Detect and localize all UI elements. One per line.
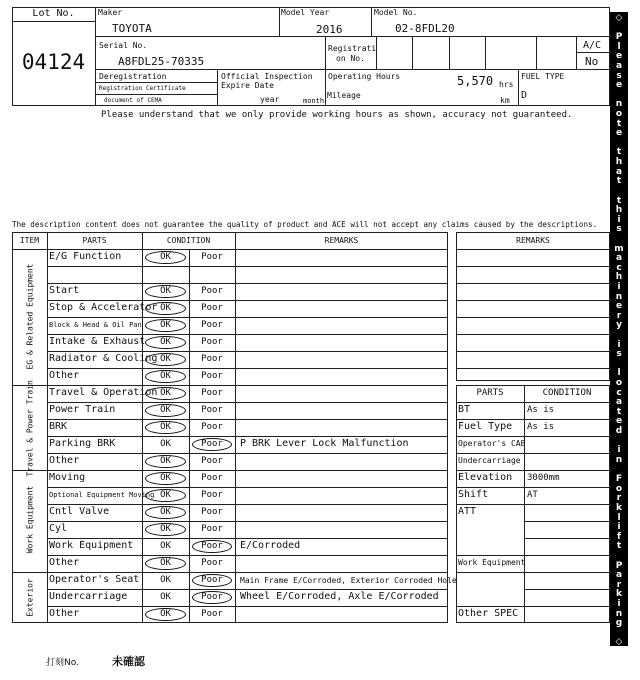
sidebar-char: t (616, 118, 622, 129)
ac-value: No (585, 55, 599, 68)
col-item-header: ITEM (19, 236, 40, 245)
ok-circle-mark (145, 285, 186, 298)
sidebar-char: n (615, 608, 623, 619)
condition-ok: OK (160, 371, 171, 381)
part-label: Operator's Seat (49, 574, 140, 585)
condition-ok: OK (160, 422, 171, 432)
sidebar-char: i (617, 281, 621, 292)
part-label: Work Equipment (49, 540, 134, 551)
sidebar-char: a (615, 253, 623, 264)
sidebar-char: t (616, 176, 622, 187)
location-notice-sidebar (610, 12, 628, 646)
sidebar-char: n (615, 454, 623, 465)
notice-hours: Please understand that we only provide working hours as shown, accuracy not guaranteed. (101, 110, 573, 120)
condition-poor: Poor (201, 252, 223, 262)
ok-circle-mark (145, 608, 186, 621)
sidebar-char: m (614, 243, 624, 254)
sidebar-char: n (615, 99, 623, 110)
sidebar-char: e (615, 128, 623, 139)
part-label: Other (49, 455, 80, 466)
sidebar-char: i (617, 598, 621, 609)
sidebar-char: l (617, 368, 621, 379)
remark-text: P BRK Lever Lock Malfunction (240, 438, 409, 449)
lot-no-label: Lot No. (32, 8, 75, 19)
model-no-value: 02-8FDL20 (395, 22, 455, 35)
sidebar-char: l (617, 512, 621, 523)
sidebar-char: f (617, 531, 621, 542)
sidebar-char: c (616, 387, 622, 398)
sidebar-char: d (615, 426, 623, 437)
sidebar-char: o (615, 109, 623, 120)
part-label: Parking BRK (49, 438, 116, 449)
spec-part-label: Undercarriage (458, 456, 521, 465)
condition-ok: OK (160, 490, 171, 500)
spec-part-label: Shift (458, 489, 489, 500)
sidebar-char: g (615, 618, 623, 629)
hrs-unit: hrs (499, 80, 514, 89)
ok-circle-mark (145, 370, 186, 383)
sidebar-char: i (617, 339, 621, 350)
part-label: Radiator & Cooling (49, 353, 158, 364)
col-parts-header: PARTS (82, 236, 107, 245)
group-eg-related-equipment: EG & Related Equipment (25, 263, 35, 370)
condition-ok: OK (160, 303, 171, 313)
sidebar-char: a (615, 570, 623, 581)
disclaimer: The description content does not guarantee the quality of product and ACE will not accept any claims caused by the descriptions. (12, 220, 598, 229)
sidebar-char: ◇ (615, 13, 623, 23)
condition-poor: Poor (201, 354, 223, 364)
part-label: Other (49, 557, 80, 568)
sidebar-char: a (615, 397, 623, 408)
lot-no: 04124 (21, 50, 86, 74)
spec-condition-value: AT (527, 490, 538, 500)
serial-no-label: Serial No. (99, 41, 148, 50)
sidebar-char: h (615, 272, 623, 283)
sidebar-char: i (617, 214, 621, 225)
condition-poor: Poor (201, 490, 223, 500)
sidebar-char: r (616, 579, 622, 590)
ok-circle-mark (145, 353, 186, 366)
operating-hours-label: Operating Hours (328, 72, 401, 81)
condition-poor: Poor (201, 507, 223, 517)
ok-circle-mark (145, 421, 186, 434)
col-condition-header: CONDITION (166, 236, 211, 245)
year-label: year (260, 95, 280, 104)
condition-ok: OK (160, 354, 171, 364)
ok-circle-mark (145, 472, 186, 485)
model-year-label: Model Year (281, 8, 330, 17)
mileage-label: Mileage (327, 91, 361, 100)
part-label: Travel & Operation (49, 387, 158, 398)
sidebar-char: e (615, 80, 623, 91)
part-label: Block & Head & Oil Pan (49, 321, 142, 329)
remark-text: Main Frame E/Corroded, Exterior Corroded Hole (240, 576, 457, 585)
condition-ok: OK (160, 439, 171, 449)
month-label: month (303, 97, 325, 105)
part-label: Start (49, 285, 80, 296)
sidebar-char: t (616, 147, 622, 158)
sidebar-char: P (615, 560, 623, 571)
ac-label: A/C (583, 40, 602, 51)
condition-poor: Poor (201, 558, 223, 568)
maker-value: TOYOTA (112, 22, 152, 35)
stamp-no-value: 未確認 (112, 655, 145, 668)
official-inspection-label: Official Inspection (221, 72, 313, 81)
ok-circle-mark (145, 455, 186, 468)
condition-poor: Poor (201, 422, 223, 432)
condition-poor: Poor (201, 592, 223, 602)
condition-poor: Poor (201, 575, 223, 585)
sidebar-char: P (615, 32, 623, 43)
spec-part-label: Work Equipment (458, 558, 526, 567)
sidebar-char: s (616, 349, 622, 360)
condition-poor: Poor (201, 286, 223, 296)
spec-condition-value: As is (527, 422, 555, 432)
fuel-type-value: D (521, 90, 528, 101)
condition-ok: OK (160, 524, 171, 534)
ok-circle-mark (145, 387, 186, 400)
remark-text: Wheel E/Corroded, Axle E/Corroded (240, 591, 439, 602)
condition-ok: OK (160, 575, 171, 585)
spec-part-label: Elevation (458, 472, 513, 483)
poor-circle-mark (192, 591, 232, 604)
sidebar-char: k (616, 502, 622, 513)
cema-label: document of CEMA (104, 97, 162, 104)
sidebar-char: o (615, 483, 623, 494)
condition-poor: Poor (201, 405, 223, 415)
spec-part-label: Operator's CAB (458, 439, 526, 448)
condition-poor: Poor (201, 524, 223, 534)
group-travel-power-train: Travel & Power Train (25, 380, 35, 477)
condition-ok: OK (160, 252, 171, 262)
ok-circle-mark (145, 404, 186, 417)
condition-ok: OK (160, 337, 171, 347)
part-label: E/G Function (49, 251, 122, 262)
poor-circle-mark (192, 574, 232, 587)
spec-part-label: ATT (458, 506, 477, 517)
condition-poor: Poor (201, 388, 223, 398)
ok-circle-mark (145, 506, 186, 519)
ok-circle-mark (145, 557, 186, 570)
ok-circle-mark (145, 302, 186, 315)
sidebar-char: c (616, 262, 622, 273)
condition-ok: OK (160, 558, 171, 568)
group-work-equipment: Work Equipment (25, 485, 35, 554)
maker-label: Maker (98, 8, 123, 17)
sidebar-char: l (617, 41, 621, 52)
part-label: Intake & Exhaust (49, 336, 146, 347)
spec-condition-value: 3000mm (527, 473, 560, 483)
condition-poor: Poor (201, 541, 223, 551)
sidebar-char: F (615, 474, 623, 485)
fuel-type-label: FUEL TYPE (521, 72, 565, 81)
condition-ok: OK (160, 456, 171, 466)
sidebar-char: i (617, 445, 621, 456)
km-unit: km (500, 96, 510, 105)
part-label: BRK (49, 421, 68, 432)
ok-circle-mark (145, 251, 186, 264)
condition-ok: OK (160, 541, 171, 551)
ok-circle-mark (145, 336, 186, 349)
part-label: Other (49, 608, 80, 619)
operating-hours-value: 5,570 (457, 74, 494, 88)
condition-poor: Poor (201, 456, 223, 466)
remark-text: E/Corroded (240, 540, 301, 551)
ok-circle-mark (145, 319, 186, 332)
col-remarks-header: REMARKS (324, 236, 359, 245)
sidebar-char: o (615, 378, 623, 389)
part-label: Other (49, 370, 80, 381)
part-label: Moving (49, 472, 86, 483)
ok-circle-mark (145, 523, 186, 536)
stamp-no-label: 打刻No. (46, 658, 79, 668)
condition-ok: OK (160, 507, 171, 517)
spec-condition-header: CONDITION (542, 388, 592, 398)
condition-ok: OK (160, 320, 171, 330)
condition-poor: Poor (201, 439, 223, 449)
ok-circle-mark (145, 489, 186, 502)
condition-ok: OK (160, 592, 171, 602)
condition-ok: OK (160, 609, 171, 619)
sidebar-char: t (616, 195, 622, 206)
part-label: Stop & Accelerator (49, 302, 158, 313)
condition-ok: OK (160, 473, 171, 483)
sidebar-char: ◇ (615, 637, 623, 648)
deregistration-label: Deregistration (99, 72, 167, 81)
poor-circle-mark (192, 540, 232, 553)
spec-condition-value: As is (527, 405, 555, 415)
part-label: Power Train (49, 404, 116, 415)
sidebar-char: e (615, 301, 623, 312)
spec-part-label: Fuel Type (458, 421, 513, 432)
condition-poor: Poor (201, 371, 223, 381)
sidebar-char: s (616, 224, 622, 235)
spec-parts-header: PARTS (476, 388, 504, 398)
poor-circle-mark (192, 438, 232, 451)
part-label: Optional Equipment Moving (49, 491, 155, 499)
condition-ok: OK (160, 388, 171, 398)
sidebar-char: e (615, 51, 623, 62)
condition-poor: Poor (201, 303, 223, 313)
sidebar-char: r (616, 493, 622, 504)
part-label: Cyl (49, 523, 68, 534)
registration-certificate-label: Registration Certificate (99, 85, 186, 92)
spec-part-label: BT (458, 404, 471, 415)
condition-poor: Poor (201, 320, 223, 330)
sidebar-char: h (615, 205, 623, 216)
sidebar-char: a (615, 166, 623, 177)
condition-ok: OK (160, 286, 171, 296)
spec-part-label: Other SPEC (458, 608, 519, 619)
sidebar-char: t (616, 406, 622, 417)
sidebar-char: y (616, 320, 622, 331)
sidebar-char: s (616, 70, 622, 81)
registration-label: Registrati (328, 44, 377, 53)
right-remarks-header: REMARKS (516, 236, 550, 245)
part-label: Undercarriage (49, 591, 128, 602)
condition-poor: Poor (201, 609, 223, 619)
condition-poor: Poor (201, 337, 223, 347)
model-year-value: 2016 (316, 23, 343, 36)
part-label: Cntl Valve (49, 506, 110, 517)
sidebar-char: e (615, 416, 623, 427)
group-exterior: Exterior (25, 578, 35, 617)
sidebar-char: i (617, 522, 621, 533)
sidebar-char: t (616, 541, 622, 552)
sidebar-char: a (615, 61, 623, 72)
sidebar-char: h (615, 157, 623, 168)
condition-poor: Poor (201, 473, 223, 483)
model-no-label: Model No. (374, 8, 418, 17)
serial-no-value: A8FDL25-70335 (118, 55, 205, 68)
sidebar-char: k (616, 589, 622, 600)
right-remarks-box (456, 232, 610, 381)
sidebar-char: r (616, 310, 622, 321)
sidebar-char: n (615, 291, 623, 302)
condition-ok: OK (160, 405, 171, 415)
